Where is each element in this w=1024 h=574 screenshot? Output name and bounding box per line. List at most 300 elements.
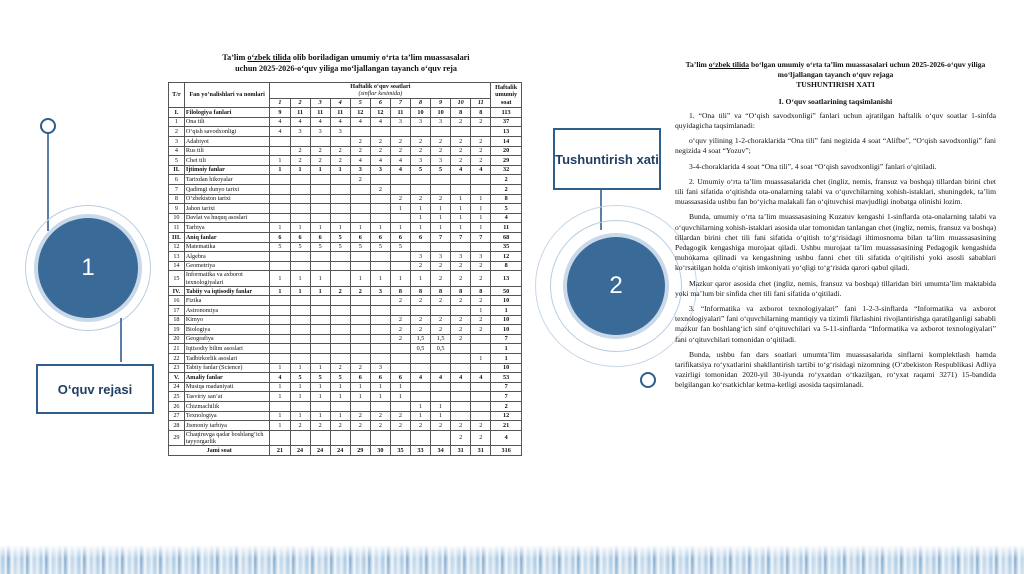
row-hours-cell: 3	[471, 252, 491, 262]
row-hours-cell: 2	[471, 315, 491, 325]
note-title	[675, 60, 996, 91]
row-hours-cell: 5	[370, 242, 390, 252]
row-hours-cell: 2	[471, 136, 491, 146]
row-hours-cell: 4	[270, 373, 290, 383]
row-hours-cell: 2	[431, 194, 451, 204]
row-hours-cell: 2	[451, 117, 471, 127]
row-total: 5	[491, 204, 522, 214]
col-header-num: T/r	[169, 83, 185, 108]
row-hours-cell	[270, 252, 290, 262]
row-hours-cell: 7	[451, 232, 471, 242]
row-hours-cell	[290, 334, 310, 344]
row-hours-cell: 2	[290, 146, 310, 156]
row-hours-cell: 4	[310, 117, 330, 127]
row-hours-cell	[431, 175, 451, 185]
row-hours-cell	[410, 382, 430, 392]
table-row	[169, 252, 522, 262]
footer-hours-cell: 30	[370, 446, 390, 456]
row-hours-cell	[451, 306, 471, 316]
footer-hours-cell: 21	[270, 446, 290, 456]
row-hours-cell: 1	[330, 411, 350, 421]
row-hours-cell	[310, 334, 330, 344]
row-hours-cell: 3	[350, 165, 370, 175]
row-hours-cell: 1	[270, 411, 290, 421]
row-hours-cell	[350, 325, 370, 335]
row-hours-cell: 3	[431, 252, 451, 262]
row-hours-cell: 6	[390, 232, 410, 242]
row-hours-cell	[350, 402, 370, 412]
row-subject: Chet tili	[184, 156, 270, 166]
row-total: 2	[491, 184, 522, 194]
row-hours-cell	[390, 213, 410, 223]
row-hours-cell: 1	[390, 204, 410, 214]
row-hours-cell: 8	[431, 286, 451, 296]
note-section-heading: I. O‘quv soatlarining taqsimlanishi	[778, 96, 893, 106]
row-hours-cell: 2	[390, 315, 410, 325]
row-hours-cell	[431, 430, 451, 446]
row-hours-cell: 3	[370, 363, 390, 373]
row-hours-cell: 1	[270, 271, 290, 287]
row-hours-cell: 2	[410, 194, 430, 204]
row-hours-cell	[310, 402, 330, 412]
row-hours-cell: 1	[410, 271, 430, 287]
row-hours-cell: 2	[290, 156, 310, 166]
row-hours-cell: 2	[390, 146, 410, 156]
row-total: 37	[491, 117, 522, 127]
row-number: V.	[169, 373, 185, 383]
row-hours-cell	[350, 127, 370, 137]
row-hours-cell	[431, 184, 451, 194]
row-number: 25	[169, 392, 185, 402]
row-hours-cell: 1	[471, 306, 491, 316]
row-hours-cell: 1	[410, 213, 430, 223]
row-subject: Tasviriy san’at	[184, 392, 270, 402]
row-hours-cell: 2	[350, 286, 370, 296]
row-hours-cell: 3	[410, 156, 430, 166]
row-total: 1	[491, 344, 522, 354]
row-hours-cell	[270, 306, 290, 316]
row-total: 12	[491, 252, 522, 262]
row-hours-cell: 0,5	[410, 344, 430, 354]
row-subject: Geometriya	[184, 261, 270, 271]
table-row	[169, 421, 522, 431]
row-hours-cell: 1	[451, 194, 471, 204]
row-total: 14	[491, 136, 522, 146]
row-subject: Tabiiy va iqtisodiy fanlar	[184, 286, 270, 296]
row-hours-cell: 2	[410, 261, 430, 271]
table-row	[169, 261, 522, 271]
row-hours-cell: 1	[410, 223, 430, 233]
row-total: 7	[491, 334, 522, 344]
weekly-label: Haftalik o‘quv soatlari	[350, 83, 411, 90]
row-hours-cell: 12	[370, 108, 390, 118]
table-row	[169, 430, 522, 446]
row-hours-cell	[390, 175, 410, 185]
footer-hours-cell: 34	[431, 446, 451, 456]
row-number: 23	[169, 363, 185, 373]
row-hours-cell	[290, 194, 310, 204]
note-paragraph: 3-4-choraklarida 4 soat “Ona tili”, 4 soat “O‘qish savodxonligi” fanlari o‘qitiladi.	[689, 161, 937, 171]
row-number: I.	[169, 108, 185, 118]
row-hours-cell: 11	[330, 108, 350, 118]
table-row	[169, 411, 522, 421]
row-hours-cell: 2	[350, 136, 370, 146]
row-hours-cell	[330, 175, 350, 185]
row-hours-cell	[270, 315, 290, 325]
row-hours-cell	[330, 344, 350, 354]
row-hours-cell	[270, 194, 290, 204]
row-hours-cell: 4	[330, 117, 350, 127]
row-hours-cell	[290, 430, 310, 446]
row-hours-cell: 5	[310, 373, 330, 383]
table-row	[169, 108, 522, 118]
row-hours-cell: 3	[290, 127, 310, 137]
row-hours-cell: 1	[310, 271, 330, 287]
table-row	[169, 175, 522, 185]
row-hours-cell: 1	[330, 382, 350, 392]
left-number: 1	[81, 254, 95, 281]
row-hours-cell: 2	[451, 146, 471, 156]
row-number: 24	[169, 382, 185, 392]
row-hours-cell	[410, 127, 430, 137]
row-hours-cell	[270, 146, 290, 156]
row-hours-cell	[290, 402, 310, 412]
row-hours-cell	[330, 306, 350, 316]
row-total: 13	[491, 127, 522, 137]
row-hours-cell: 1	[270, 286, 290, 296]
grade-header-10: 10	[451, 98, 471, 108]
row-hours-cell: 1	[330, 392, 350, 402]
row-hours-cell: 9	[270, 108, 290, 118]
row-subject: Informatika va axborot texnologiyalari	[184, 271, 270, 287]
table-row	[169, 184, 522, 194]
table-row	[169, 156, 522, 166]
row-hours-cell	[310, 204, 330, 214]
row-hours-cell: 2	[370, 146, 390, 156]
row-hours-cell: 2	[431, 261, 451, 271]
row-hours-cell	[290, 296, 310, 306]
curriculum-body	[169, 108, 522, 456]
row-hours-cell: 1	[431, 213, 451, 223]
row-hours-cell: 2	[370, 411, 390, 421]
row-hours-cell: 6	[410, 232, 430, 242]
row-hours-cell: 5	[290, 373, 310, 383]
row-hours-cell	[410, 306, 430, 316]
row-hours-cell	[431, 242, 451, 252]
row-hours-cell	[390, 252, 410, 262]
row-hours-cell	[471, 402, 491, 412]
row-hours-cell: 1	[350, 382, 370, 392]
row-hours-cell: 1	[370, 223, 390, 233]
table-row	[169, 286, 522, 296]
table-row	[169, 146, 522, 156]
row-hours-cell	[431, 392, 451, 402]
table-row	[169, 373, 522, 383]
row-subject: Musiqa madaniyati	[184, 382, 270, 392]
row-hours-cell	[290, 354, 310, 364]
right-label-box	[553, 128, 661, 190]
row-hours-cell: 2	[431, 136, 451, 146]
footer-hours-cell: 24	[310, 446, 330, 456]
left-number-circle	[38, 218, 138, 318]
left-label: O‘quv rejasi	[57, 381, 133, 397]
row-subject: Iqtisodiy bilim asoslari	[184, 344, 270, 354]
row-hours-cell	[431, 363, 451, 373]
footer-hours-cell: 24	[290, 446, 310, 456]
row-hours-cell: 8	[471, 108, 491, 118]
row-hours-cell: 2	[390, 421, 410, 431]
row-number: 26	[169, 402, 185, 412]
row-hours-cell: 6	[370, 373, 390, 383]
row-total: 2	[491, 175, 522, 185]
row-hours-cell	[431, 306, 451, 316]
row-hours-cell: 8	[410, 286, 430, 296]
row-hours-cell	[370, 354, 390, 364]
row-hours-cell	[290, 315, 310, 325]
row-hours-cell: 1	[310, 411, 330, 421]
row-hours-cell: 2	[350, 421, 370, 431]
grade-header-6: 6	[370, 98, 390, 108]
table-row	[169, 136, 522, 146]
row-hours-cell: 3	[410, 117, 430, 127]
row-hours-cell	[370, 430, 390, 446]
footer-hours-cell: 31	[451, 446, 471, 456]
row-hours-cell	[350, 344, 370, 354]
row-hours-cell: 2	[390, 296, 410, 306]
row-total: 8	[491, 261, 522, 271]
row-hours-cell	[431, 382, 451, 392]
row-hours-cell: 8	[451, 286, 471, 296]
row-hours-cell: 5	[330, 242, 350, 252]
row-hours-cell: 2	[390, 194, 410, 204]
row-hours-cell	[270, 354, 290, 364]
row-hours-cell: 1	[390, 392, 410, 402]
row-hours-cell	[290, 175, 310, 185]
row-hours-cell: 2	[330, 156, 350, 166]
row-number: 6	[169, 175, 185, 185]
row-total: 10	[491, 325, 522, 335]
row-hours-cell	[370, 261, 390, 271]
row-hours-cell	[390, 354, 410, 364]
row-hours-cell: 1	[370, 382, 390, 392]
row-total: 10	[491, 315, 522, 325]
row-hours-cell: 4	[471, 165, 491, 175]
row-number: 29	[169, 430, 185, 446]
table-footer-row	[169, 446, 522, 456]
col-header-subject: Fan yo‘nalishlari va nomlari	[184, 83, 270, 108]
row-hours-cell	[310, 175, 330, 185]
row-hours-cell	[330, 296, 350, 306]
row-hours-cell: 2	[451, 315, 471, 325]
table-row	[169, 194, 522, 204]
row-hours-cell	[270, 261, 290, 271]
row-hours-cell: 1	[350, 271, 370, 287]
grade-header-11: 11	[471, 98, 491, 108]
row-total: 113	[491, 108, 522, 118]
row-hours-cell	[330, 252, 350, 262]
row-hours-cell: 2	[451, 261, 471, 271]
row-hours-cell: 1	[431, 204, 451, 214]
row-hours-cell: 2	[451, 334, 471, 344]
row-hours-cell	[370, 127, 390, 137]
row-number: 3	[169, 136, 185, 146]
row-hours-cell: 2	[410, 315, 430, 325]
row-subject: Geografiya	[184, 334, 270, 344]
grade-header-1: 1	[270, 98, 290, 108]
table-row	[169, 213, 522, 223]
row-hours-cell	[290, 261, 310, 271]
row-hours-cell: 1	[330, 165, 350, 175]
row-hours-cell: 1	[471, 204, 491, 214]
row-hours-cell	[410, 184, 430, 194]
row-hours-cell	[431, 354, 451, 364]
row-hours-cell: 2	[451, 296, 471, 306]
footer-total: 316	[491, 446, 522, 456]
row-hours-cell: 1	[290, 271, 310, 287]
row-hours-cell	[451, 344, 471, 354]
row-hours-cell	[270, 430, 290, 446]
row-number: 22	[169, 354, 185, 364]
row-number: 12	[169, 242, 185, 252]
row-hours-cell	[330, 204, 350, 214]
row-number: 7	[169, 184, 185, 194]
note-title-rest: bo‘lgan umumiy o‘rta ta’lim muassasalari uchun 2025-2026-o‘quv yiliga mo‘ljallangan tayanch o‘quv rejaga	[749, 60, 986, 80]
row-hours-cell	[270, 296, 290, 306]
table-row	[169, 223, 522, 233]
row-number: 1	[169, 117, 185, 127]
row-hours-cell	[310, 136, 330, 146]
row-number: 13	[169, 252, 185, 262]
row-subject: Tarixdan hikoyalar	[184, 175, 270, 185]
row-hours-cell: 1	[390, 223, 410, 233]
row-hours-cell	[350, 261, 370, 271]
table-row	[169, 296, 522, 306]
row-hours-cell	[330, 271, 350, 287]
note-paragraphs	[675, 111, 996, 391]
row-hours-cell	[451, 402, 471, 412]
row-total: 10	[491, 296, 522, 306]
table-row	[169, 334, 522, 344]
table-row	[169, 165, 522, 175]
table-row	[169, 382, 522, 392]
row-hours-cell	[370, 334, 390, 344]
row-hours-cell	[410, 363, 430, 373]
row-hours-cell: 1	[471, 354, 491, 364]
explanatory-note	[675, 60, 996, 396]
row-hours-cell: 2	[431, 146, 451, 156]
row-total: 21	[491, 421, 522, 431]
row-total: 12	[491, 411, 522, 421]
note-title-prefix: Ta’lim	[685, 60, 709, 69]
row-hours-cell	[290, 252, 310, 262]
row-subject: Aniq fanlar	[184, 232, 270, 242]
grade-header-8: 8	[410, 98, 430, 108]
row-hours-cell: 2	[471, 117, 491, 127]
row-hours-cell: 3	[330, 127, 350, 137]
row-hours-cell: 12	[350, 108, 370, 118]
note-paragraph: Bunda, ushbu fan dars soatlari umumta’lim muassasalarida sinflarni komplektlash hamda tarifikatsiya ro‘yxatlarini shakllantirish tartibi to‘g‘risidagi nizomning (O‘zbekiston Respublikasi Adliya vazirligi tomonidan 2020-yil 30-iyunda ro‘yxatdan o‘tkazilgan, ro‘yxat raqami 3271) 15-bandida belgilangan ko‘rsatkichlar ketma-ketligi asosida taqsimlanadi.	[675, 349, 996, 390]
row-hours-cell: 4	[390, 165, 410, 175]
row-hours-cell	[370, 306, 390, 316]
row-hours-cell: 1	[471, 213, 491, 223]
row-hours-cell: 3	[410, 252, 430, 262]
row-subject: O‘zbekiston tarixi	[184, 194, 270, 204]
row-number: 10	[169, 213, 185, 223]
row-hours-cell: 2	[471, 296, 491, 306]
table-row	[169, 117, 522, 127]
row-subject: Chizmachilik	[184, 402, 270, 412]
row-hours-cell	[370, 194, 390, 204]
row-hours-cell	[310, 194, 330, 204]
row-subject: Algebra	[184, 252, 270, 262]
row-hours-cell: 1	[410, 402, 430, 412]
row-hours-cell	[370, 402, 390, 412]
row-hours-cell	[410, 354, 430, 364]
row-subject: Chaqiruvga qadar boshlang‘ich tayyorgarlik	[184, 430, 270, 446]
row-number: 4	[169, 146, 185, 156]
row-subject: Jismoniy tarbiya	[184, 421, 270, 431]
row-hours-cell: 5	[390, 242, 410, 252]
row-hours-cell: 6	[290, 232, 310, 242]
footer-hours-cell: 31	[471, 446, 491, 456]
right-number: 2	[609, 272, 623, 299]
row-hours-cell: 0,5	[431, 344, 451, 354]
row-hours-cell: 2	[471, 156, 491, 166]
row-hours-cell: 1	[310, 223, 330, 233]
row-subject: Jahon tarixi	[184, 204, 270, 214]
row-hours-cell: 4	[471, 373, 491, 383]
row-hours-cell: 1	[310, 286, 330, 296]
row-hours-cell: 3	[370, 165, 390, 175]
curriculum-title	[166, 52, 526, 74]
row-total: 4	[491, 430, 522, 446]
row-hours-cell	[451, 392, 471, 402]
row-hours-cell: 5	[410, 165, 430, 175]
row-hours-cell: 1	[270, 363, 290, 373]
row-subject: Amaliy fanlar	[184, 373, 270, 383]
col-header-total: Haftalik umumiy soat	[491, 83, 522, 108]
row-hours-cell	[410, 175, 430, 185]
note-title-last: TUSHUNTIRISH XATI	[796, 80, 875, 90]
row-hours-cell: 2	[471, 325, 491, 335]
row-hours-cell	[290, 344, 310, 354]
row-subject: Matematika	[184, 242, 270, 252]
row-hours-cell	[350, 213, 370, 223]
row-hours-cell: 1	[270, 223, 290, 233]
row-hours-cell	[390, 261, 410, 271]
row-hours-cell	[390, 184, 410, 194]
row-hours-cell: 10	[410, 108, 430, 118]
curriculum-title-underlined: o‘zbek tilida	[247, 53, 291, 62]
row-hours-cell	[310, 296, 330, 306]
row-hours-cell: 2	[390, 411, 410, 421]
row-hours-cell: 1	[310, 363, 330, 373]
row-hours-cell: 2	[410, 146, 430, 156]
row-hours-cell: 2	[410, 421, 430, 431]
note-title-underlined: o‘zbek tilida	[708, 60, 750, 69]
row-hours-cell: 2	[410, 325, 430, 335]
row-hours-cell	[370, 325, 390, 335]
row-hours-cell: 4	[290, 117, 310, 127]
row-number: 21	[169, 344, 185, 354]
row-hours-cell	[310, 315, 330, 325]
grade-header-7: 7	[390, 98, 410, 108]
row-hours-cell	[451, 127, 471, 137]
row-hours-cell: 2	[290, 421, 310, 431]
row-hours-cell: 6	[350, 232, 370, 242]
row-subject: Rus tili	[184, 146, 270, 156]
row-hours-cell	[390, 363, 410, 373]
